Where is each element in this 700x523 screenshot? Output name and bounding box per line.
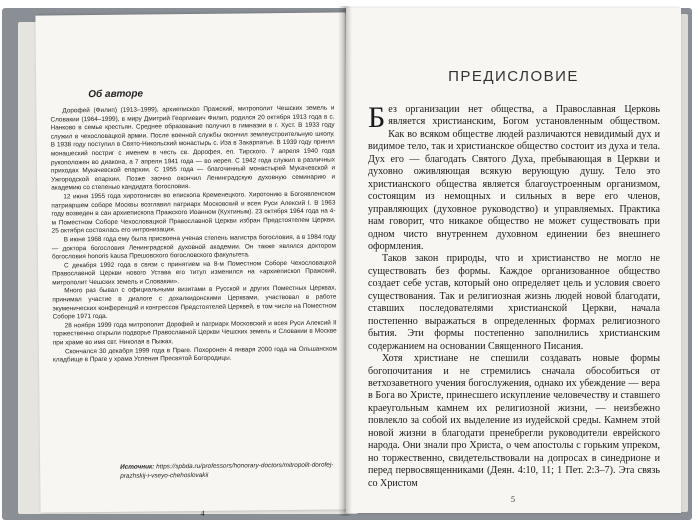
left-paragraph: 12 июня 1955 года хиротонисан во епископа Кременецкого. Хиротонию в Богоявленском патриаршем соборе Москвы возглавил патриарх Московский и всея Руси Алексий I. В 1963 году возведен в сан архиепископа Пражского Иоанном (Кухтиным). 23 октября 1964 года на 4-м Поместном Соборе Чехословацкой Православной Церкви избран Предстоятелем Церкви, 25 октября состоялась его интронизация. [51, 190, 336, 235]
left-paragraph: Дорофей (Филип) (1913–1999), архиепископ Пражский, митрополит Чешских земель и Словакии (1964–1999), в миру Дмитрий Георгиевич Филип, родился 20 октября 1913 года в с. Нанково в семье крестьян. Среднее образование получил в гимназии в г. Хуст. В 1933 году служил в чехословацкой армии. После военной службы окончил землеустроительную школу. В 1938 году поступил в Свято-Никольский монастырь с. Иза в Закарпатье. В 1939 году принял монашеский постриг с именем в честь св. Дорофея, еп. Тирского. 7 апреля 1940 года рукоположен во диакона, а 7 апреля 1941 года — во иерея. С 1942 года служил в различных приходах Мукачевской епархии. С 1955 года — благочинный монастырей Мукачевской и Ужгородской епархии. Позже заочно окончил Ленинградскую духовную семинарию и академию со степенью кандидата богословия. [50, 104, 336, 192]
left-paragraph: В июне 1968 года ему была присвоена ученая степень магистра богословия, а в 1984 году — доктора богословия Ленинградской духовной академии. Он также являлся доктором богословия honoris kausa Прешовского богословского факультета. [51, 233, 336, 261]
left-paragraph: Скончался 30 декабря 1999 года в Праге. Похоронен 4 января 2000 года на Ольшанском кладбище в Праге у храма Успения Пресвятой Богородицы. [52, 345, 337, 364]
left-page-body [50, 105, 337, 366]
left-paragraph: 28 ноября 1999 года митрополит Дорофей и патриарх Московский и всея Руси Алексий II торжественно открыли подворье Православной Церкви Чешских земель и Словакии в Москве при храме во имя свт. Николая в Пыжах. [52, 319, 337, 347]
left-page-title: Об авторе [88, 88, 144, 101]
left-paragraph: С декабря 1992 года в связи с принятием на 8-м Поместном Соборе Чехословацкой Православной Церкви нового Устава его титул изменился на «архиепископ Пражский, митрополит Чешских земель и Словакии». [52, 259, 337, 287]
source-note [120, 460, 346, 480]
right-page-number: 5 [511, 495, 515, 504]
right-paragraph: Таков закон природы, что и христианство не могло не существовать без формы. Каждое организованное общество создает себе устав, который оно определяет цель и условия своего существования. Так и религиозная жизнь людей новой благодати, ставших последователями христианской Церкви, начала постепенно выражаться в определенных формах религиозного бытия. Эти формы постепенно заполнились христианским содержанием на основании Священного Писания. [368, 253, 660, 352]
left-paragraph: Много раз бывал с официальными визитами в Русской и других Поместных Церквах, принимал участие в диалоге с дохалкидонскими Церквами, участвовал в работе экуменических конференций и конгрессов Предстоятелей Церквей, в том числе на Поместном Соборе 1971 года. [52, 284, 337, 321]
left-page-number: 4 [200, 508, 205, 518]
source-label: Источник: [120, 463, 155, 471]
first-paragraph-text: ез организации нет общества, а Православная Церковь является христианским, Богом установленным обществом. Как во всяком обществе людей различаются невидимый дух и видимое тело, так и христианское общество состоит из духа и тела. Дух его — благодать Святого Духа, пребывающая в Церкви и духовно оживляющая всякую верующую душу. Тело это христианского общества является благоустроенным организмом, состоящим из немощных и сильных в вере его членов, управляющих (духовное руководство) и управляемых. Практика нам говорит, что никакое общество не может существовать при одном чисто внутреннем духовном единении без внешнего оформления. [368, 104, 660, 252]
drop-cap: Б [368, 101, 386, 134]
right-paragraph [368, 101, 660, 253]
right-paragraph: Хотя христиане не спешили создавать новые формы богопочитания и не стремились сначала обособиться от ветхозаветного учения богослужения, однако их убеждение — вера в Бога во Христе, принесшего искупление человечеству и ставшего краеугольным камнем их религиозной жизни, — неизбежно повлекло за собой их выделение из иудейской среды. Камнем этой новой жизни в благодати пренебрегли руководители еврейского народа. Они знали про Христа, о чем апостолы с горьким упреком, но торжественно, свидетельствовали на допросах в синедрионе и перед первосвященниками (Деян. 4:10, 11; 1 Пет. 2:3–7). Эта связь со Христом [368, 353, 660, 489]
right-page-body [368, 101, 660, 490]
book-gutter-shadow [338, 6, 352, 516]
right-page [346, 8, 681, 513]
chapter-heading: ПРЕДИСЛОВИЕ [448, 68, 579, 85]
left-page [35, 12, 350, 518]
source-link: https://spbda.ru/professors/honorary-doctors/mitropolit-dorofej-prazhskij-i-vseyo-chehoslovakii [120, 461, 334, 480]
